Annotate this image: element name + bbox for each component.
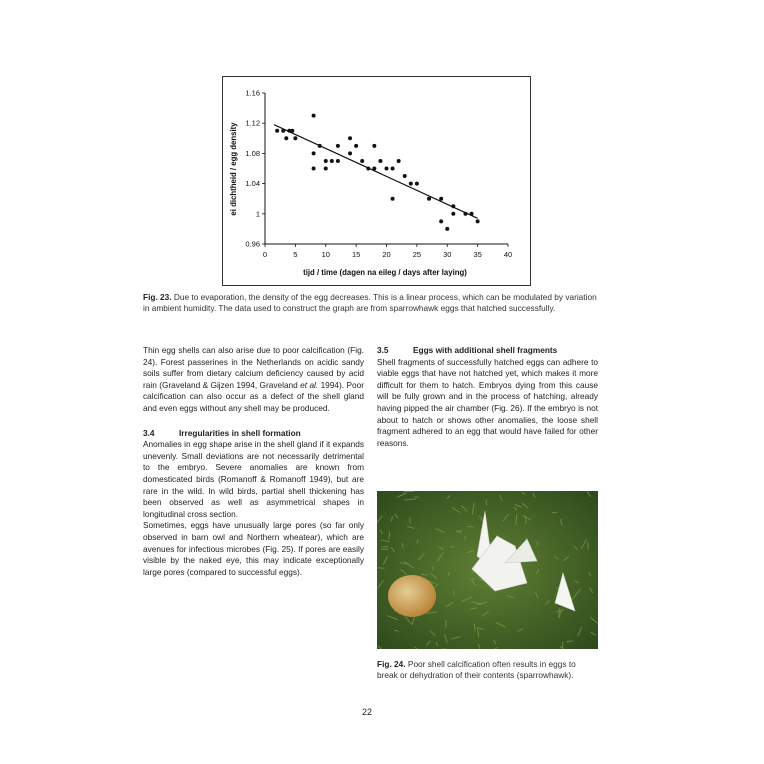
y-tick-label: 1.08 [245,148,260,158]
y-axis-label: ei dichtheid / egg density [229,122,238,216]
data-point [312,114,316,118]
data-point [439,197,443,201]
section-3-5-number: 3.5 [377,345,389,355]
chart-trendline-group [274,125,478,219]
x-tick-label: 30 [443,250,452,259]
data-point [403,174,407,178]
et-al-italic: et al. [300,379,319,390]
section-3-4-title: Irregularities in shell formation [179,427,301,438]
data-point [284,136,288,140]
data-point [348,151,352,155]
data-point [330,159,334,163]
data-point [336,159,340,163]
data-point [372,144,376,148]
data-point [451,212,455,216]
right-column [377,345,598,449]
data-point [336,144,340,148]
data-point [312,151,316,155]
left-paragraph-1-text: Thin egg shells can also arise due to poor calcification (Fig. 24). Forest passerines in the Netherlands on acidic sandy soils suffer from dietary calcium deficiency caused by acid rain (Graveland & Gijzen 1994, Graveland [143,345,364,390]
y-tick-label: 1.04 [245,179,260,189]
section-3-5-title: Eggs with additional shell fragments [413,345,558,355]
x-axis-label: tijd / time (dagen na eileg / days after laying) [303,268,467,277]
left-column [143,345,364,578]
density-scatter-chart [222,76,531,286]
data-point [385,167,389,171]
x-tick-label: 20 [382,250,391,259]
fig23-caption [143,292,597,314]
x-tick-label: 15 [351,250,361,259]
x-tick-label: 0 [262,250,268,259]
data-point [409,182,413,186]
fig24-caption [377,659,598,681]
fig23-label: Fig. 23. [143,292,172,302]
data-point [415,182,419,186]
x-tick-label: 5 [293,250,298,259]
section-3-4-heading [143,428,364,440]
y-tick-label: 0.96 [245,239,260,249]
y-tick-label: 1 [255,209,260,219]
left-paragraph-1 [143,345,364,415]
data-point [293,136,297,140]
x-tick-label: 35 [473,250,482,259]
data-point [324,167,328,171]
data-point [397,159,401,163]
fig23-text: Due to evaporation, the density of the egg decreases. This is a linear process, which can be modulated by variation in ambient humidity. The data used to construct the graph are from sparrowhawk eggs that hatched successfully. [143,292,597,314]
data-point [354,144,358,148]
x-tick-label: 10 [321,250,330,259]
right-paragraph-1: Shell fragments of successfully hatched eggs can adhere to viable eggs that have not hatched yet, which makes it more difficult for them to hatch. Embryos dying from this cause will be fully grown and in the process of hatching, already having pipped the air chamber (Fig. 26). If the embryo is not about to hatch or shows other anomalies, the loose shell fragment adhered to an egg that would have failed for other reasons. [377,356,598,448]
fig24-photo [377,491,598,649]
fig24-label: Fig. 24. [377,659,406,669]
x-tick-label: 40 [503,250,513,259]
y-tick-label: 1.16 [245,88,260,98]
left-paragraph-1-end: 1994). Poor calcification can also occur as a defect of the shell gland and even eggs without any shell may be produced. [143,379,364,413]
y-tick-label: 1.12 [245,118,260,128]
data-point [445,227,449,231]
data-point [391,167,395,171]
data-point [348,136,352,140]
trend-line [274,125,478,219]
data-point [275,129,279,133]
data-point [360,159,364,163]
data-point [391,197,395,201]
page-number: 22 [362,707,373,717]
data-point [378,159,382,163]
left-paragraph-3: Sometimes, eggs have unusually large pores (so far only observed in barn owl and Northern wheatear), which are avenues for infectious microbes (Fig. 25). If pores are easily visible by the naked eye, this may indicate exceptionally large pores (compared to successful eggs). [143,520,364,577]
x-tick-label: 25 [412,250,422,259]
left-paragraph-2: Anomalies in egg shape arise in the shell gland if it expands unevenly. Small deviations are not necessarily detrimental to the embryo. Severe anomalies are known from domesticated birds (Romanoff & Romanoff 1949), but are rare in the wild. In wild birds, partial shell thickening has been observed as well as asymmetrical shapes in longitudinal cross section. [143,439,364,519]
section-3-5-heading [377,345,598,357]
data-point [427,197,431,201]
chart-ticks [245,89,512,260]
data-point [476,219,480,223]
data-point [324,159,328,163]
fig24-text: Poor shell calcification often results in eggs to break or dehydration of their contents (sparrowhawk). [377,659,576,681]
section-3-4-number: 3.4 [143,427,155,438]
data-point [312,167,316,171]
data-point [439,219,443,223]
